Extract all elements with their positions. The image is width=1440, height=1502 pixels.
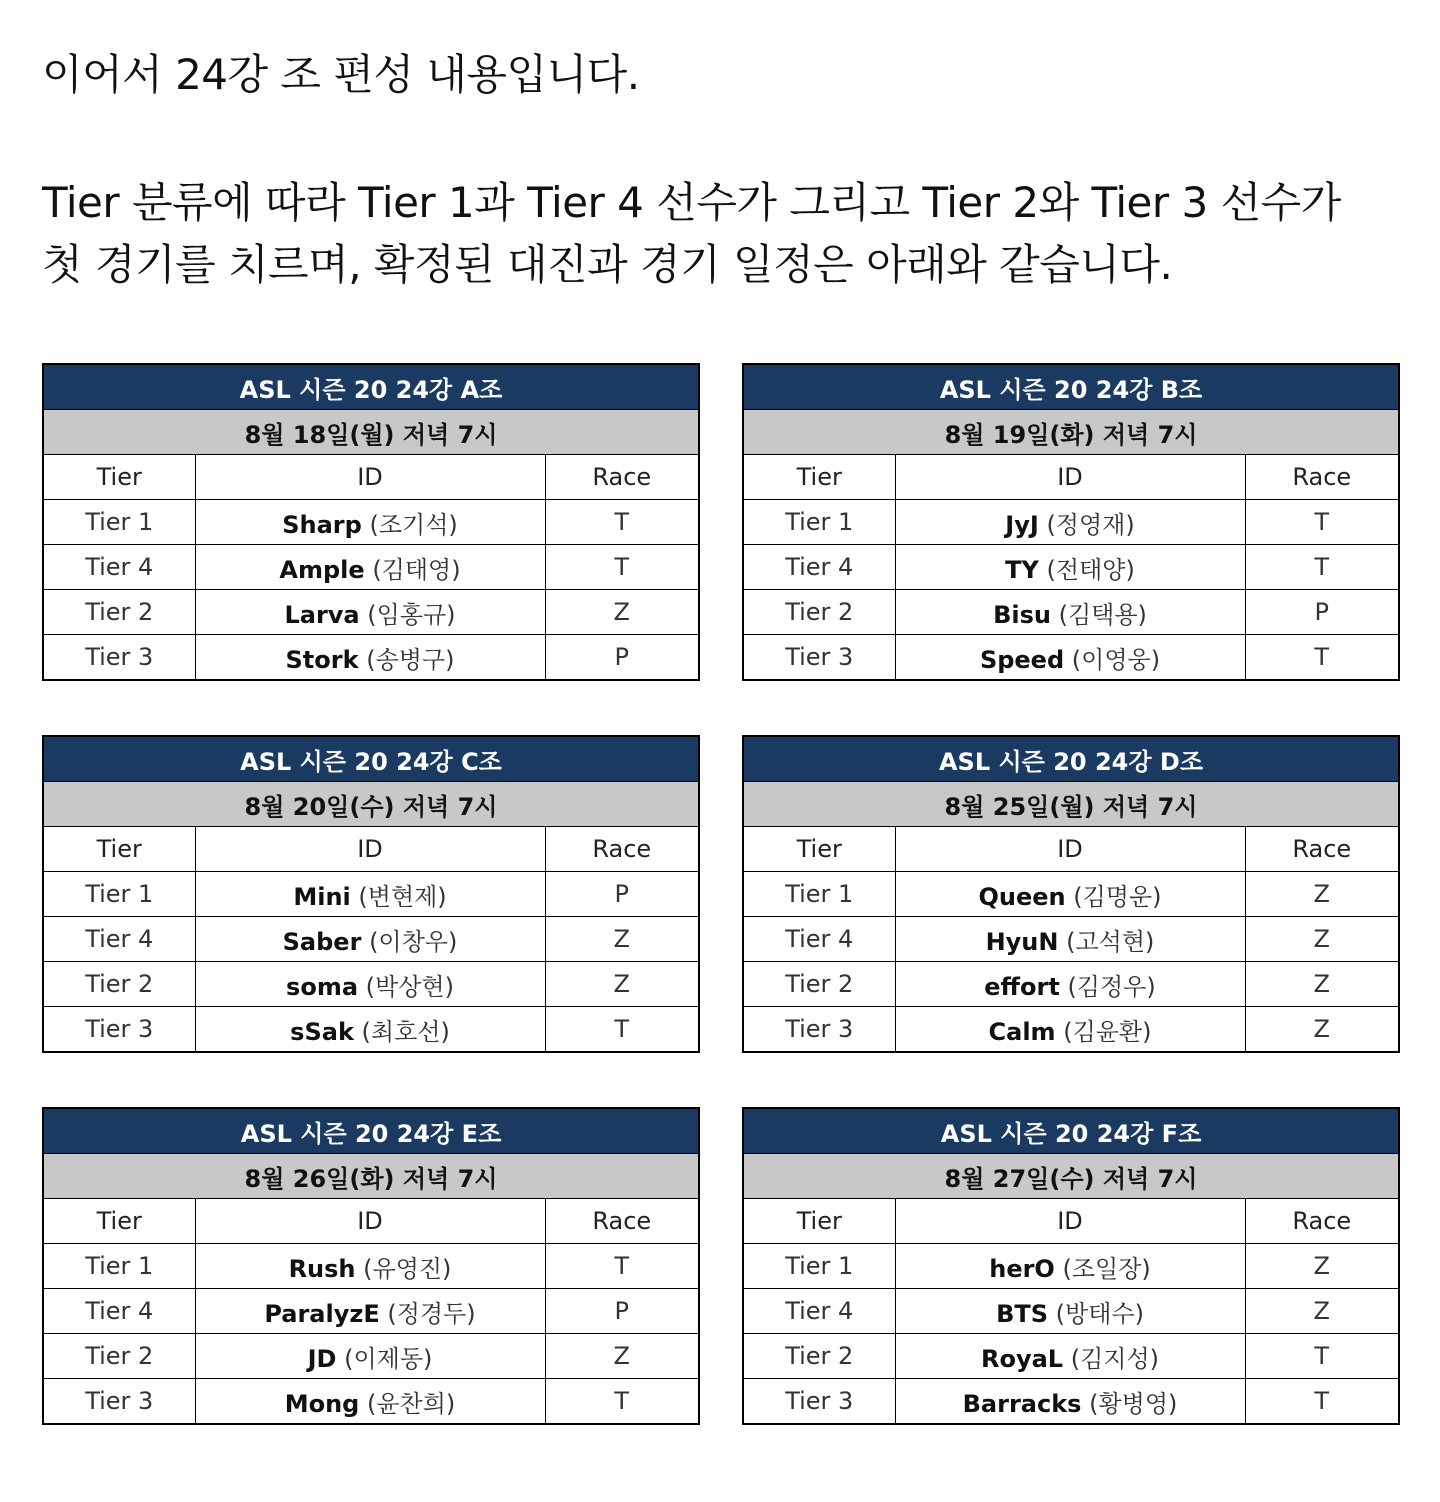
player-korean-name: (김명운) [1073, 882, 1162, 911]
player-row [43, 635, 699, 681]
group-date: 8월 27일(수) 저녁 7시 [743, 1154, 1399, 1199]
player-race: Z [545, 917, 699, 962]
group-title: ASL 시즌 20 24강 F조 [743, 1108, 1399, 1154]
player-name: Mini [293, 882, 351, 911]
column-header-race: Race [1245, 455, 1399, 500]
player-name: Speed [979, 645, 1065, 674]
player-name: Queen [978, 882, 1066, 911]
column-header-race: Race [1245, 1199, 1399, 1244]
player-tier: Tier 2 [43, 590, 195, 635]
column-header-row [743, 827, 1399, 872]
player-race: T [545, 1379, 699, 1425]
intro-paragraph: Tier 분류에 따라 Tier 1과 Tier 4 선수가 그리고 Tier 2와 Tier 3 선수가 첫 경기를 치르며, 확정된 대진과 경기 일정은 아래와 같습니다. [42, 178, 1341, 289]
player-name: Sharp [282, 510, 362, 539]
group-title: ASL 시즌 20 24강 D조 [743, 736, 1399, 782]
player-row [743, 1334, 1399, 1379]
group-title: ASL 시즌 20 24강 B조 [743, 364, 1399, 410]
player-id [895, 635, 1245, 681]
column-header-row [743, 455, 1399, 500]
player-id [195, 1289, 545, 1334]
group-title: ASL 시즌 20 24강 A조 [43, 364, 699, 410]
player-korean-name: (김택용) [1058, 600, 1147, 629]
player-tier: Tier 2 [43, 962, 195, 1007]
player-id [895, 872, 1245, 917]
player-id [195, 1334, 545, 1379]
player-tier: Tier 3 [743, 1007, 895, 1053]
player-name: Barracks [962, 1389, 1082, 1418]
player-tier: Tier 4 [743, 545, 895, 590]
player-row [743, 545, 1399, 590]
column-header-id: ID [895, 1199, 1245, 1244]
player-korean-name: (유영진) [363, 1254, 452, 1283]
player-tier: Tier 1 [43, 500, 195, 545]
player-name: Mong [284, 1389, 360, 1418]
player-row [743, 1244, 1399, 1289]
player-race: T [1245, 1334, 1399, 1379]
player-row [43, 1289, 699, 1334]
column-header-tier: Tier [743, 827, 895, 872]
group-f-table [742, 1107, 1400, 1425]
player-id [895, 1289, 1245, 1334]
player-row [743, 1289, 1399, 1334]
group-d-table [742, 735, 1400, 1053]
player-korean-name: (김정우) [1067, 972, 1156, 1001]
player-race: Z [1245, 917, 1399, 962]
player-row [43, 500, 699, 545]
player-row [43, 962, 699, 1007]
player-row [743, 1007, 1399, 1053]
player-race: Z [1245, 1244, 1399, 1289]
player-name: Larva [284, 600, 360, 629]
player-row [43, 917, 699, 962]
player-row [43, 590, 699, 635]
player-row [743, 917, 1399, 962]
column-header-race: Race [545, 455, 699, 500]
player-race: P [545, 872, 699, 917]
player-name: Calm [988, 1017, 1056, 1046]
player-name: sSak [290, 1017, 354, 1046]
column-header-race: Race [1245, 827, 1399, 872]
column-header-id: ID [895, 455, 1245, 500]
intro-heading: 이어서 24강 조 편성 내용입니다. [42, 50, 640, 99]
player-id [895, 590, 1245, 635]
player-row [43, 1244, 699, 1289]
player-id [195, 872, 545, 917]
player-name: Stork [285, 645, 359, 674]
player-race: T [1245, 1379, 1399, 1425]
player-id [895, 962, 1245, 1007]
player-korean-name: (조일장) [1062, 1254, 1151, 1283]
column-header-tier: Tier [743, 1199, 895, 1244]
player-id [895, 500, 1245, 545]
player-tier: Tier 2 [743, 962, 895, 1007]
group-date: 8월 20일(수) 저녁 7시 [43, 782, 699, 827]
player-name: Bisu [993, 600, 1051, 629]
player-korean-name: (김태영) [372, 555, 461, 584]
player-tier: Tier 1 [43, 1244, 195, 1289]
column-header-race: Race [545, 1199, 699, 1244]
group-date: 8월 19일(화) 저녁 7시 [743, 410, 1399, 455]
player-race: T [1245, 500, 1399, 545]
group-a-table [42, 363, 700, 681]
player-race: Z [1245, 1289, 1399, 1334]
player-korean-name: (정경두) [387, 1299, 476, 1328]
player-race: T [1245, 545, 1399, 590]
player-korean-name: (김윤환) [1063, 1017, 1152, 1046]
column-header-tier: Tier [743, 455, 895, 500]
player-row [743, 590, 1399, 635]
column-header-id: ID [195, 455, 545, 500]
player-name: Saber [282, 927, 362, 956]
player-korean-name: (이제동) [344, 1344, 433, 1373]
group-e-table [42, 1107, 700, 1425]
player-korean-name: (김지성) [1070, 1344, 1160, 1373]
player-korean-name: (이영웅) [1071, 645, 1161, 674]
player-row [43, 1334, 699, 1379]
column-header-tier: Tier [43, 827, 195, 872]
player-name: Ample [279, 555, 365, 584]
player-korean-name: (고석현) [1066, 927, 1155, 956]
player-tier: Tier 3 [43, 1379, 195, 1425]
player-id [195, 590, 545, 635]
player-tier: Tier 3 [43, 1007, 195, 1053]
player-row [43, 1007, 699, 1053]
column-header-row [743, 1199, 1399, 1244]
player-korean-name: (임홍규) [367, 600, 456, 629]
player-name: effort [984, 972, 1060, 1001]
player-id [895, 1244, 1245, 1289]
player-row [743, 1379, 1399, 1425]
group-title: ASL 시즌 20 24강 C조 [43, 736, 699, 782]
player-korean-name: (방태수) [1055, 1299, 1144, 1328]
player-tier: Tier 3 [743, 1379, 895, 1425]
column-header-id: ID [895, 827, 1245, 872]
player-row [743, 500, 1399, 545]
group-c-table [42, 735, 700, 1053]
player-id [895, 1379, 1245, 1425]
player-race: Z [1245, 962, 1399, 1007]
player-tier: Tier 4 [43, 545, 195, 590]
player-race: T [545, 500, 699, 545]
player-korean-name: (윤찬희) [367, 1389, 456, 1418]
player-race: T [545, 545, 699, 590]
group-date: 8월 26일(화) 저녁 7시 [43, 1154, 699, 1199]
player-tier: Tier 3 [43, 635, 195, 681]
player-korean-name: (최호선) [361, 1017, 450, 1046]
player-name: ParalyzE [264, 1299, 380, 1328]
player-id [195, 917, 545, 962]
player-race: Z [545, 962, 699, 1007]
player-race: P [1245, 590, 1399, 635]
player-tier: Tier 1 [743, 872, 895, 917]
player-row [743, 635, 1399, 681]
player-race: T [545, 1007, 699, 1053]
player-tier: Tier 3 [743, 635, 895, 681]
group-title: ASL 시즌 20 24강 E조 [43, 1108, 699, 1154]
player-tier: Tier 2 [743, 1334, 895, 1379]
group-b-table [742, 363, 1400, 681]
player-race: T [1245, 635, 1399, 681]
player-id [195, 1379, 545, 1425]
player-id [195, 962, 545, 1007]
column-header-row [43, 1199, 699, 1244]
player-row [743, 872, 1399, 917]
player-korean-name: (박상현) [365, 972, 454, 1001]
player-tier: Tier 4 [743, 1289, 895, 1334]
player-korean-name: (황병영) [1089, 1389, 1178, 1418]
player-korean-name: (송병구) [366, 645, 455, 674]
player-race: Z [545, 1334, 699, 1379]
player-id [195, 1244, 545, 1289]
player-tier: Tier 2 [43, 1334, 195, 1379]
column-header-row [43, 827, 699, 872]
player-tier: Tier 1 [43, 872, 195, 917]
player-race: Z [545, 590, 699, 635]
column-header-tier: Tier [43, 1199, 195, 1244]
player-name: HyuN [985, 927, 1059, 956]
player-row [743, 962, 1399, 1007]
player-name: BTS [996, 1299, 1049, 1328]
player-id [195, 1007, 545, 1053]
column-header-id: ID [195, 1199, 545, 1244]
player-name: herO [989, 1254, 1055, 1283]
player-name: Rush [288, 1254, 356, 1283]
player-race: P [545, 635, 699, 681]
player-korean-name: (정영재) [1046, 510, 1135, 539]
player-name: soma [286, 972, 359, 1001]
player-id [195, 635, 545, 681]
player-name: TY [1005, 555, 1039, 584]
player-name: JD [307, 1344, 337, 1373]
player-tier: Tier 2 [743, 590, 895, 635]
player-korean-name: (전태양) [1046, 555, 1135, 584]
player-tier: Tier 4 [743, 917, 895, 962]
player-id [895, 917, 1245, 962]
player-race: P [545, 1289, 699, 1334]
player-name: RoyaL [980, 1344, 1064, 1373]
player-id [195, 500, 545, 545]
player-korean-name: (이창우) [369, 927, 458, 956]
player-tier: Tier 1 [743, 500, 895, 545]
player-id [895, 1334, 1245, 1379]
player-korean-name: (변현제) [358, 882, 447, 911]
player-id [195, 545, 545, 590]
player-row [43, 1379, 699, 1425]
player-race: Z [1245, 1007, 1399, 1053]
player-korean-name: (조기석) [369, 510, 458, 539]
player-race: Z [1245, 872, 1399, 917]
column-header-tier: Tier [43, 455, 195, 500]
player-id [895, 1007, 1245, 1053]
player-name: JyJ [1005, 510, 1039, 539]
player-tier: Tier 4 [43, 1289, 195, 1334]
player-race: T [545, 1244, 699, 1289]
player-row [43, 545, 699, 590]
player-id [895, 545, 1245, 590]
group-date: 8월 18일(월) 저녁 7시 [43, 410, 699, 455]
column-header-id: ID [195, 827, 545, 872]
column-header-race: Race [545, 827, 699, 872]
player-tier: Tier 4 [43, 917, 195, 962]
column-header-row [43, 455, 699, 500]
player-row [43, 872, 699, 917]
player-tier: Tier 1 [743, 1244, 895, 1289]
group-date: 8월 25일(월) 저녁 7시 [743, 782, 1399, 827]
